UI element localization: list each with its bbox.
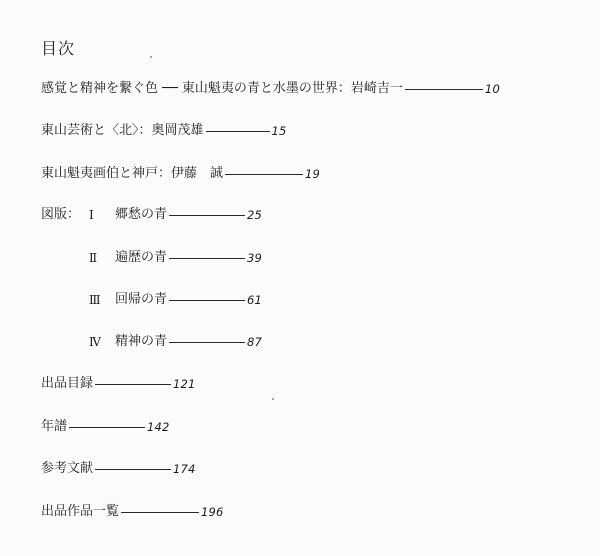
entry-title: 出品目録 [41, 376, 94, 391]
toc-entry [41, 504, 224, 520]
leader-line [169, 342, 245, 343]
leader-line [225, 174, 303, 175]
page-title: 目次 [41, 39, 76, 58]
toc-entry [89, 250, 262, 266]
page-number: 61 [247, 293, 263, 307]
leader-line [169, 300, 245, 301]
page-number: 121 [173, 377, 196, 391]
entry-title: 出品作品一覧 [41, 504, 120, 519]
leader-line [95, 469, 171, 470]
entry-title: 遍歴の青 [115, 250, 168, 265]
section-prefix: 図版： [41, 207, 81, 222]
leader-line [206, 131, 270, 132]
page-number: 174 [173, 462, 196, 476]
toc-entry [89, 334, 262, 350]
leader-line [95, 384, 171, 385]
toc-entry [41, 419, 170, 435]
entry-title: 東山魁夷画伯と神戸：伊藤 誠 [41, 166, 224, 181]
page-number: 15 [271, 124, 287, 138]
roman-numeral: Ⅳ [89, 335, 101, 349]
page-number: 142 [147, 420, 170, 434]
toc-entry [41, 376, 196, 392]
scan-speck [272, 398, 274, 400]
scan-speck [150, 56, 152, 58]
leader-line [69, 427, 145, 428]
page-number: 10 [484, 82, 500, 96]
page-number: 39 [247, 251, 263, 265]
entry-title: 年譜 [41, 419, 68, 434]
page-number: 87 [247, 335, 263, 349]
entry-title: 回帰の青 [115, 292, 168, 307]
roman-numeral: Ⅱ [89, 251, 98, 265]
leader-line [169, 258, 245, 259]
entry-title: 参考文献 [41, 461, 94, 476]
roman-numeral: Ⅰ [89, 208, 94, 222]
entry-title: 感覚と精神を繋ぐ色 ── 東山魁夷の青と水墨の世界：岩崎吉一 [41, 81, 403, 96]
toc-entry [41, 207, 262, 223]
toc-entry [41, 461, 196, 477]
toc-entry [41, 81, 500, 97]
entry-title: 郷愁の青 [115, 207, 168, 222]
roman-numeral: Ⅲ [89, 293, 101, 307]
entry-title: 精神の青 [115, 334, 168, 349]
toc-entry [41, 166, 320, 182]
leader-line [121, 512, 199, 513]
page-number: 196 [201, 505, 224, 519]
entry-title: 東山芸術と〈北〉：奥岡茂雄 [41, 123, 204, 138]
toc-entry [41, 123, 287, 139]
page-number: 19 [305, 167, 321, 181]
leader-line [405, 89, 483, 90]
toc-entry [89, 292, 262, 308]
page-number: 25 [247, 208, 263, 222]
leader-line [169, 215, 245, 216]
